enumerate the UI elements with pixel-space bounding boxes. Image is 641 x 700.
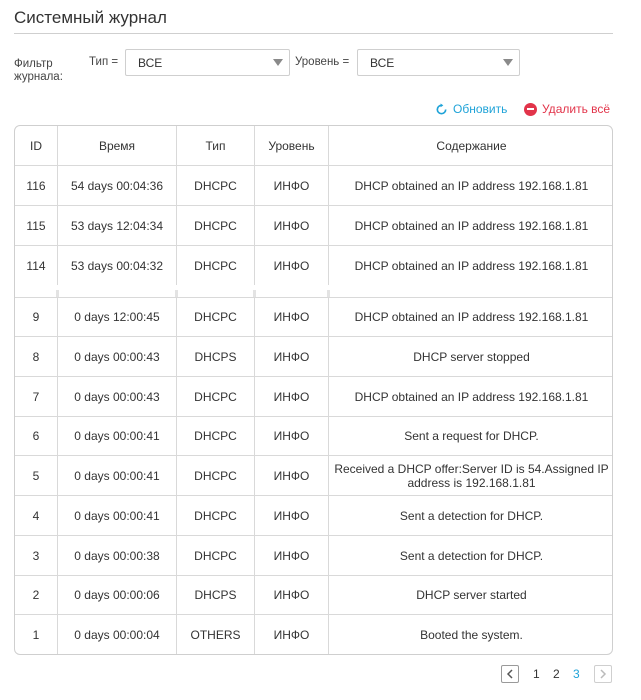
cell-time: 0 days 12:00:45	[58, 298, 177, 336]
table-row	[15, 337, 613, 377]
cell-content: DHCP server stopped	[413, 349, 530, 364]
cell-id: 116	[15, 166, 58, 205]
cell-time: 0 days 00:00:41	[58, 456, 177, 495]
cell-type: DHCPS	[177, 337, 255, 376]
table-row	[15, 377, 613, 417]
refresh-icon	[435, 103, 448, 116]
cell-time: 53 days 00:04:32	[58, 246, 177, 285]
cell-content: DHCP obtained an IP address 192.168.1.81	[354, 310, 589, 324]
prev-page-button[interactable]	[501, 665, 519, 683]
cell-type: DHCPC	[177, 496, 255, 535]
next-page-button[interactable]	[594, 665, 612, 683]
cell-id: 8	[15, 337, 58, 376]
table-row	[15, 297, 613, 337]
cell-time: 53 days 12:04:34	[58, 206, 177, 245]
cell-type: DHCPC	[177, 377, 255, 416]
header-id: ID	[15, 126, 58, 165]
chevron-down-icon	[273, 59, 283, 66]
cell-type: DHCPC	[177, 298, 255, 336]
type-filter-select[interactable]	[125, 49, 290, 76]
level-filter-select[interactable]	[357, 49, 520, 76]
cell-content: Sent a detection for DHCP.	[399, 508, 544, 523]
cell-id: 4	[15, 496, 58, 535]
table-row	[15, 166, 613, 206]
log-table	[14, 125, 613, 655]
refresh-button[interactable]	[435, 101, 507, 117]
cell-content: DHCP obtained an IP address 192.168.1.81	[354, 178, 589, 193]
cell-level: ИНФО	[255, 615, 329, 655]
cell-time: 0 days 00:00:43	[58, 337, 177, 376]
cell-time: 0 days 00:00:43	[58, 377, 177, 416]
table-header-row	[15, 126, 613, 166]
cell-time: 0 days 00:00:41	[58, 496, 177, 535]
cell-level: ИНФО	[255, 536, 329, 575]
cell-content: DHCP obtained an IP address 192.168.1.81	[354, 258, 589, 273]
cell-content: DHCP obtained an IP address 192.168.1.81	[354, 218, 589, 233]
cell-level: ИНФО	[255, 337, 329, 376]
cell-id: 6	[15, 417, 58, 455]
cell-content: Received a DHCP offer:Server ID is 54.Assigned IP address is 192.168.1.81	[334, 461, 609, 490]
table-row	[15, 206, 613, 246]
chevron-right-icon	[599, 669, 607, 679]
chevron-down-icon	[503, 59, 513, 66]
header-content: Содержание	[436, 138, 507, 153]
level-filter-label: Уровень =	[295, 56, 350, 68]
page-title: Системный журнал	[14, 8, 167, 27]
cell-time: 0 days 00:00:06	[58, 576, 177, 614]
cell-level: ИНФО	[255, 377, 329, 416]
table-row	[15, 536, 613, 576]
cell-type: DHCPC	[177, 456, 255, 495]
cell-level: ИНФО	[255, 246, 329, 285]
cell-id: 5	[15, 456, 58, 495]
cell-type: DHCPC	[177, 417, 255, 455]
header-type: Тип	[177, 126, 255, 165]
cell-time: 0 days 00:00:41	[58, 417, 177, 455]
chevron-left-icon	[506, 669, 514, 679]
cell-level: ИНФО	[255, 298, 329, 336]
cell-id: 2	[15, 576, 58, 614]
cell-content: Booted the system.	[420, 628, 523, 642]
cell-type: OTHERS	[177, 615, 255, 655]
header-level: Уровень	[255, 126, 329, 165]
cell-id: 7	[15, 377, 58, 416]
cell-content: Sent a request for DHCP.	[404, 429, 539, 443]
cell-type: DHCPC	[177, 246, 255, 285]
cell-time: 54 days 00:04:36	[58, 166, 177, 205]
cell-time: 0 days 00:00:04	[58, 615, 177, 655]
cell-content: DHCP obtained an IP address 192.168.1.81	[354, 389, 589, 404]
table-row	[15, 576, 613, 615]
cell-id: 1	[15, 615, 58, 655]
cell-type: DHCPS	[177, 576, 255, 614]
refresh-label: Обновить	[453, 102, 508, 116]
cell-id: 3	[15, 536, 58, 575]
type-filter-label: Тип =	[89, 56, 119, 68]
table-row	[15, 456, 613, 496]
cell-id: 115	[15, 206, 58, 245]
title-divider	[14, 33, 613, 34]
type-filter-value: ВСЕ	[138, 56, 163, 70]
table-row	[15, 496, 613, 536]
page-1-link[interactable]: 1	[533, 667, 540, 681]
table-gap	[15, 285, 613, 297]
cell-level: ИНФО	[255, 576, 329, 614]
cell-level: ИНФО	[255, 456, 329, 495]
cell-level: ИНФО	[255, 166, 329, 205]
level-filter-value: ВСЕ	[370, 56, 395, 70]
cell-level: ИНФО	[255, 417, 329, 455]
cell-id: 9	[15, 298, 58, 336]
header-time: Время	[58, 126, 177, 165]
cell-time: 0 days 00:00:38	[58, 536, 177, 575]
cell-id: 114	[15, 246, 58, 285]
table-row	[15, 615, 613, 655]
delete-all-label: Удалить всё	[542, 102, 611, 116]
cell-content: DHCP server started	[416, 588, 527, 602]
table-row	[15, 246, 613, 286]
cell-type: DHCPC	[177, 536, 255, 575]
cell-type: DHCPC	[177, 166, 255, 205]
page-3-link[interactable]: 3	[573, 667, 580, 681]
filter-label: Фильтр журнала:	[14, 58, 63, 83]
delete-all-button[interactable]	[524, 101, 610, 117]
cell-type: DHCPC	[177, 206, 255, 245]
table-row	[15, 417, 613, 456]
cell-content: Sent a detection for DHCP.	[399, 548, 544, 563]
cell-level: ИНФО	[255, 206, 329, 245]
page-2-link[interactable]: 2	[553, 667, 560, 681]
cell-level: ИНФО	[255, 496, 329, 535]
delete-icon	[524, 103, 537, 116]
